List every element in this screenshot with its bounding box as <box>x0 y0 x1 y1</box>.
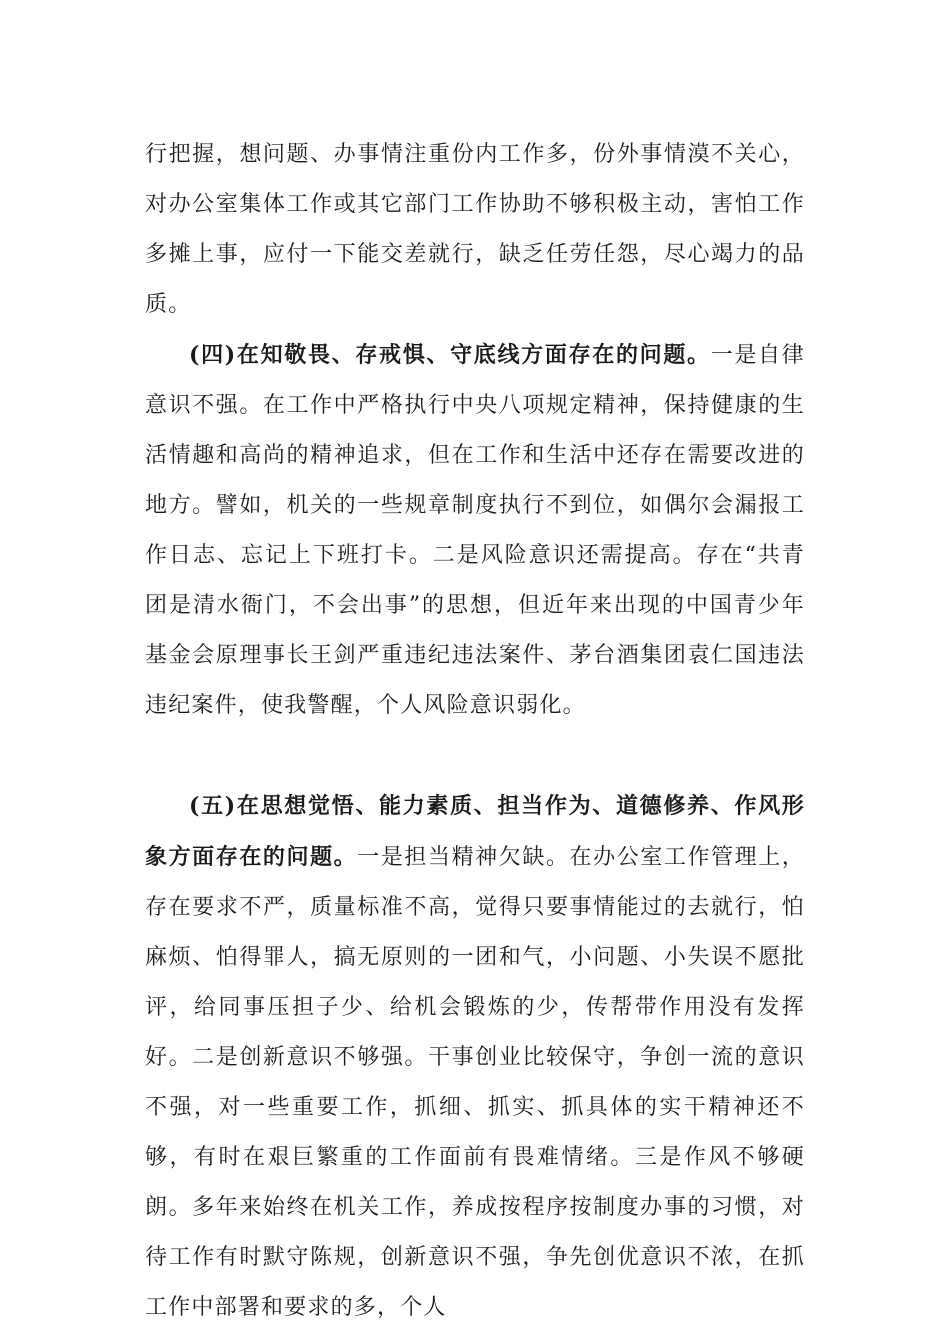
section-5-heading: (五)在思想觉悟、能力素质、担当作为、道德修养、作风形象方面存在的问题。 <box>145 793 805 870</box>
section-4-paragraph <box>145 330 805 731</box>
section-5-body: 一是担当精神欠缺。在办公室工作管理上，存在要求不严，质量标准不高，觉得只要事情能过的去就行，怕麻烦、怕得罪人，搞无原则的一团和气，小问题、小失误不愿批评，给同事压担子少、给机会锻炼的少，传帮带作用没有发挥好。二是创新意识不够强。干事创业比较保守，争创一流的意识不强，对一些重要工作，抓细、抓实、抓具体的实干精神还不够，有时在艰巨繁重的工作面前有畏难情绪。三是作风不够硬朗。多年来始终在机关工作，养成按程序按制度办事的习惯，对待工作有时默守陈规，创新意识不强，争先创优意识不浓，在抓工作中部署和要求的多，个人 <box>145 845 805 1320</box>
section-4-body: 一是自律意识不强。在工作中严格执行中央八项规定精神，保持健康的生活情趣和高尚的精神追求，但在工作和生活中还存在需要改进的地方。譬如，机关的一些规章制度执行不到位，如偶尔会漏报工作日志、忘记上下班打卡。二是风险意识还需提高。存在“共青团是清水衙门，不会出事”的思想，但近年来出现的中国青少年基金会原理事长王剑严重违纪违法案件、茅台酒集团袁仁国违法违纪案件，使我警醒，个人风险意识弱化。 <box>145 343 805 718</box>
paragraph-continuation-text: 行把握，想问题、办事情注重份内工作多，份外事情漠不关心，对办公室集体工作或其它部门工作协助不够积极主动，害怕工作多摊上事，应付一下能交差就行，缺乏任劳任怨，尽心竭力的品质。 <box>145 142 805 317</box>
section-5-paragraph <box>145 781 805 1333</box>
paragraph-continuation <box>145 130 805 330</box>
paragraph-gap <box>145 731 805 781</box>
section-4-heading: (四)在知敬畏、存戒惧、守底线方面存在的问题。 <box>189 342 711 368</box>
document-page <box>145 130 805 1333</box>
